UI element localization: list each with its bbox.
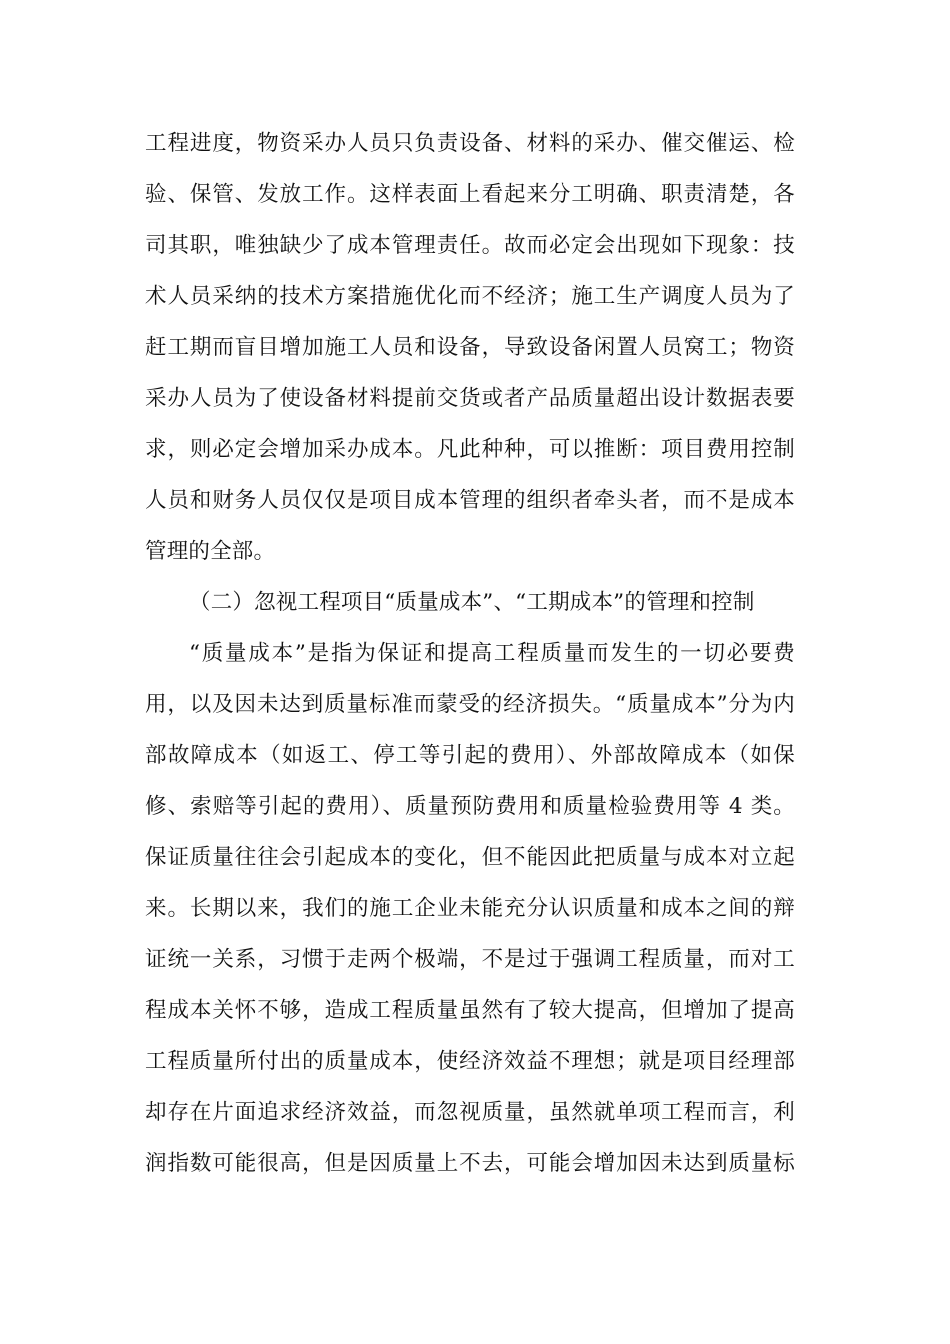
text-line: “质量成本”是指为保证和提高工程质量而发生的一切必要费 — [189, 641, 795, 666]
text-line: 工程进度，物资采办人员只负责设备、材料的采办、催交催运、检 — [145, 131, 795, 156]
text-line: 管理的全部。 — [145, 539, 276, 564]
text-line: 修、索赔等引起的费用）、质量预防费用和质量检验费用等 4 类。 — [145, 794, 795, 819]
text-line: 赶工期而盲目增加施工人员和设备，导致设备闲置人员窝工；物资 — [145, 335, 795, 360]
text-line: 求，则必定会增加采办成本。凡此种种，可以推断：项目费用控制 — [145, 437, 795, 462]
text-line: 术人员采纳的技术方案措施优化而不经济；施工生产调度人员为了 — [145, 284, 795, 309]
text-line: 润指数可能很高，但是因质量上不去，可能会增加因未达到质量标 — [145, 1151, 795, 1176]
text-line: 司其职，唯独缺少了成本管理责任。故而必定会出现如下现象：技 — [145, 233, 795, 258]
text-line: 却存在片面追求经济效益，而忽视质量，虽然就单项工程而言，利 — [145, 1100, 795, 1125]
section-heading: （二）忽视工程项目“质量成本”、“工期成本”的管理和控制 — [189, 590, 755, 615]
text-line: 用，以及因未达到质量标准而蒙受的经济损失。“质量成本”分为内 — [145, 692, 795, 717]
text-line: 采办人员为了使设备材料提前交货或者产品质量超出设计数据表要 — [145, 386, 795, 411]
text-line: 程成本关怀不够，造成工程质量虽然有了较大提高，但增加了提高 — [145, 998, 795, 1023]
text-line: 来。长期以来，我们的施工企业未能充分认识质量和成本之间的辩 — [145, 896, 795, 921]
text-line: 证统一关系，习惯于走两个极端，不是过于强调工程质量，而对工 — [145, 947, 795, 972]
text-line: 保证质量往往会引起成本的变化，但不能因此把质量与成本对立起 — [145, 845, 795, 870]
text-line: 工程质量所付出的质量成本，使经济效益不理想；就是项目经理部 — [145, 1049, 795, 1074]
text-line: 人员和财务人员仅仅是项目成本管理的组织者牵头者，而不是成本 — [145, 488, 795, 513]
text-line: 部故障成本（如返工、停工等引起的费用）、外部故障成本（如保 — [145, 743, 795, 768]
text-line: 验、保管、发放工作。这样表面上看起来分工明确、职责清楚，各 — [145, 182, 795, 207]
body-text — [145, 118, 795, 1189]
